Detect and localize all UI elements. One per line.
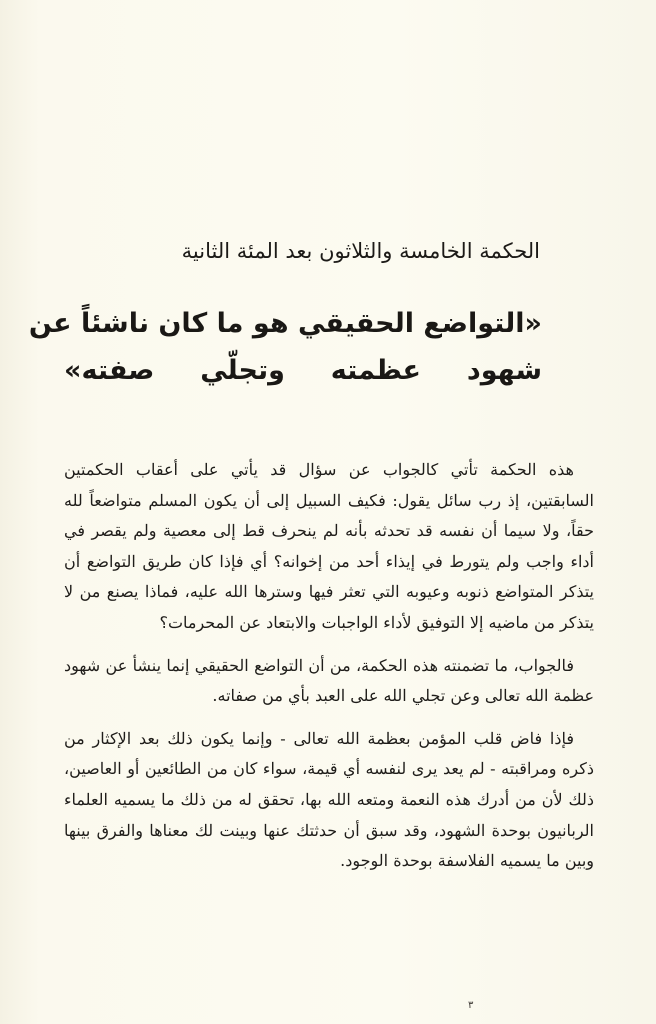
paragraph-2: فالجواب، ما تضمنته هذه الحكمة، من أن التواضع الحقيقي إنما ينشأ عن شهود عظمة الله تعالى وعن تجلي الله على العبد بأي من صفاته. [64,655,594,706]
chapter-heading: الحكمة الخامسة والثلاثون بعد المئة الثانية [181,239,540,263]
hikma-quote [28,300,542,394]
commentary-body [64,455,594,889]
hikma-line-1: «التواضع الحقيقي هو ما كان ناشئاً عن [28,308,542,339]
paragraph-3: فإذا فاض قلب المؤمن بعظمة الله تعالى - وإنما يكون ذلك بعد الإكثار من ذكره ومراقبته - لم يعد يرى لنفسه أي قيمة، سواء كان من الطائعين أو العاصين، ذلك لأن من أدرك هذه النعمة ومتعه الله بها، تحقق له من ذلك ما يسميه العلماء الربانيون بوحدة الشهود، وقد سبق أن حدثتك عنها وبينت لك معناها والفرق بينها وبين ما يسميه الفلاسفة بوحدة الوجود. [64,728,594,871]
hikma-line-2: شهود عظمته وتجلّي صفته» [64,355,542,386]
paragraph-1: هذه الحكمة تأتي كالجواب عن سؤال قد يأتي على أعقاب الحكمتين السابقتين، إذ رب سائل يقول: فكيف السبيل إلى أن يكون المسلم متواضعاً لله حقاً، ولا سيما أن نفسه قد تحدثه بأنه لم ينحرف قط إلى معصية ولم يقصر في أداء واجب ولم يتورط في إيذاء أحد من إخوانه؟ أي فإذا كان طريق التواضع أن يتذكر المتواضع ذنوبه وعيوبه التي تعثر فيها وسترها الله عليه، فماذا يصنع من لا يتذكر من ماضيه إلا التوفيق لأداء الواجبات والابتعاد عن المحرمات؟ [64,460,594,632]
page-number: ٣ [468,1000,474,1011]
